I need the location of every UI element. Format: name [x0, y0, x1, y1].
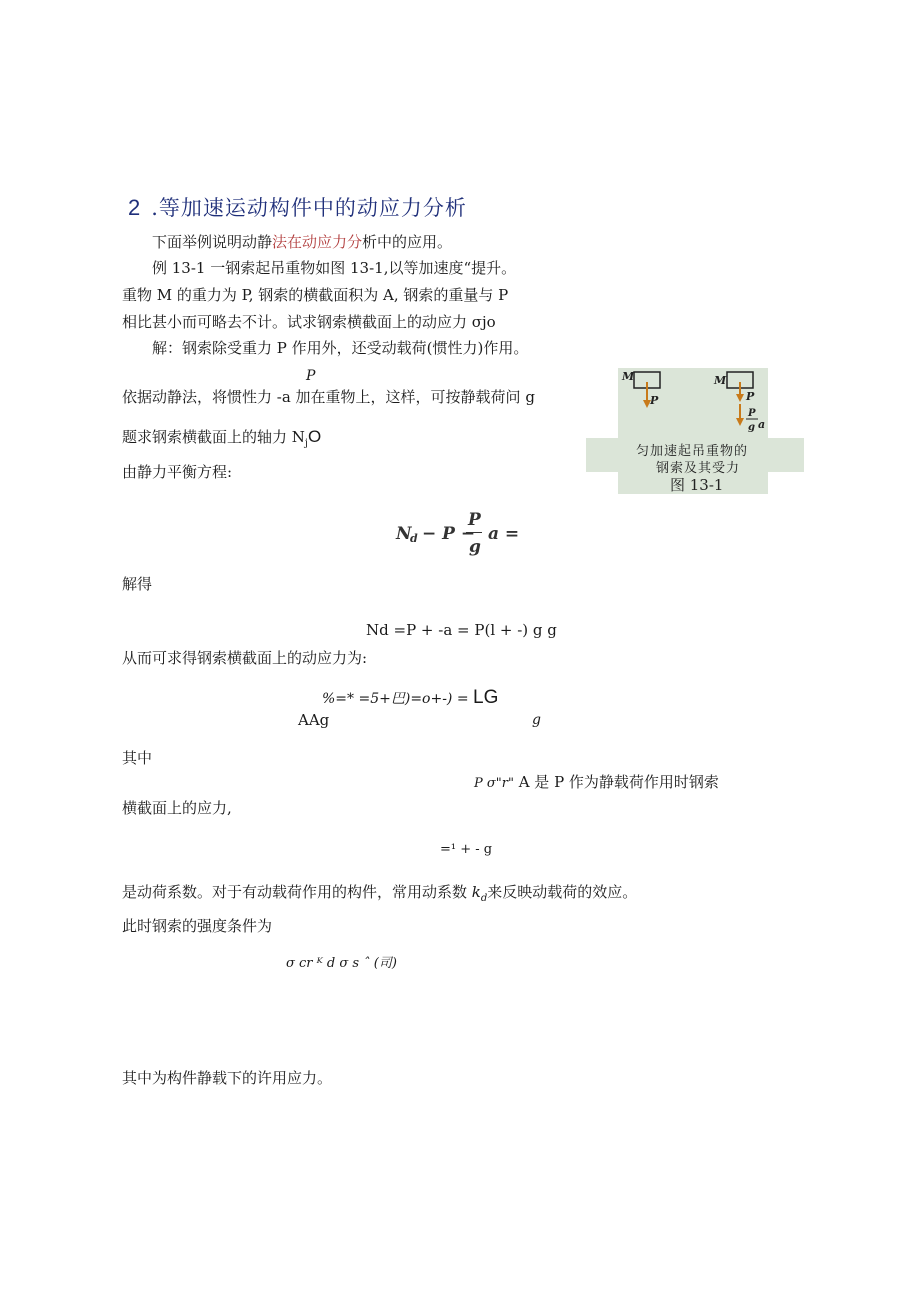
label-a: a	[758, 418, 766, 431]
eq1-minus-p: − P −	[422, 524, 476, 544]
section-heading	[128, 192, 467, 222]
intro-text-highlight: 法在动应力分	[272, 233, 363, 251]
figure-caption-line-2: 钢索及其受力	[656, 461, 741, 476]
figure-caption-line-1: 匀加速起吊重物的	[636, 444, 749, 459]
label-p-left: P	[650, 394, 659, 407]
example-line-6-text: 题求钢索横截面上的轴力 N	[122, 428, 305, 446]
label-m-left: M	[622, 370, 635, 383]
solution-line: 解：钢索除受重力 P 作用外，还受动载荷(惯性力)作用。	[152, 339, 529, 357]
example-line-6-sub: j	[304, 438, 309, 449]
eq1-frac-num: P	[468, 510, 481, 530]
inertia-arrowhead	[736, 418, 744, 426]
eq1-sub: d	[410, 532, 418, 545]
equation-strength-condition: σ cr ᴷ d σ s ˆ (司)	[286, 956, 397, 971]
example-line-1: 例 13-1 一钢索起吊重物如图 13-1,以等加速度“提升。	[152, 259, 517, 277]
eq1-tail: a =	[488, 524, 520, 544]
label-g: g	[748, 422, 755, 433]
eq3-bottom-left: AAg	[298, 711, 330, 729]
label-p-right: P	[746, 390, 755, 403]
coef-text-b: 来反映动载荷的效应。	[487, 883, 638, 901]
eq4-text: A 是 P 作为静载荷作用时钢索	[513, 773, 719, 791]
strength-label: 此时钢索的强度条件为	[122, 917, 273, 935]
coef-k: k	[471, 883, 481, 901]
stress-label: 从而可求得钢索横截面上的动应力为:	[122, 649, 368, 667]
heading-text: .等加速运动构件中的动应力分析	[151, 196, 467, 220]
eq4-garble: P σ"r"	[474, 776, 514, 791]
example-line-6	[122, 427, 321, 454]
eq1-frac-den: g	[469, 537, 481, 557]
where-label: 其中	[122, 749, 153, 767]
weight-arrowhead-right	[736, 394, 744, 402]
eq1-n: N	[396, 524, 412, 544]
eq1-frac-bar	[466, 532, 482, 533]
coefficient-line	[122, 882, 637, 909]
equation-dynamic-factor: =¹ + - g	[440, 842, 493, 857]
intro-text-b: 析中的应用。	[362, 233, 453, 251]
eq3-bottom-right: g	[532, 712, 541, 728]
example-line-5: 依据动静法，将惯性力 -a 加在重物上，这样，可按静载荷问 g	[122, 388, 535, 406]
example-line-6-end: O	[308, 427, 322, 446]
label-p-frac: P	[748, 408, 756, 419]
figure-13-1	[586, 368, 804, 494]
heading-number: 2	[128, 195, 142, 220]
eq3-big: LG	[473, 687, 499, 708]
example-line-3: 相比甚小而可略去不计。试求钢索横截面上的动应力 σjo	[122, 313, 496, 331]
figure-caption-number: 图 13-1	[670, 476, 724, 494]
eq3-top: %=* =5+巴)=o+-) =	[322, 691, 474, 707]
equation-static-stress	[474, 772, 719, 794]
inertia-p-label: P	[306, 368, 316, 384]
intro-paragraph	[152, 232, 452, 252]
label-m-right: M	[714, 374, 727, 387]
equilibrium-label: 由静力平衡方程:	[122, 463, 233, 481]
static-stress-cont: 横截面上的应力,	[122, 799, 232, 817]
equation-dynamic-stress	[322, 688, 498, 709]
equation-axial-force: Nd =P + -a = P(l + -) g g	[366, 621, 557, 639]
example-line-2: 重物 M 的重力为 P, 钢索的横截面积为 A, 钢索的重量与 P	[122, 286, 509, 304]
coef-k-sub: d	[480, 893, 488, 904]
intro-text-a: 下面举例说明动静	[152, 233, 273, 251]
solve-label: 解得	[122, 575, 153, 593]
coef-text-a: 是动荷系数。对于有动载荷作用的构件，常用动系数	[122, 883, 472, 901]
final-line: 其中为构件静载下的许用应力。	[122, 1069, 333, 1087]
